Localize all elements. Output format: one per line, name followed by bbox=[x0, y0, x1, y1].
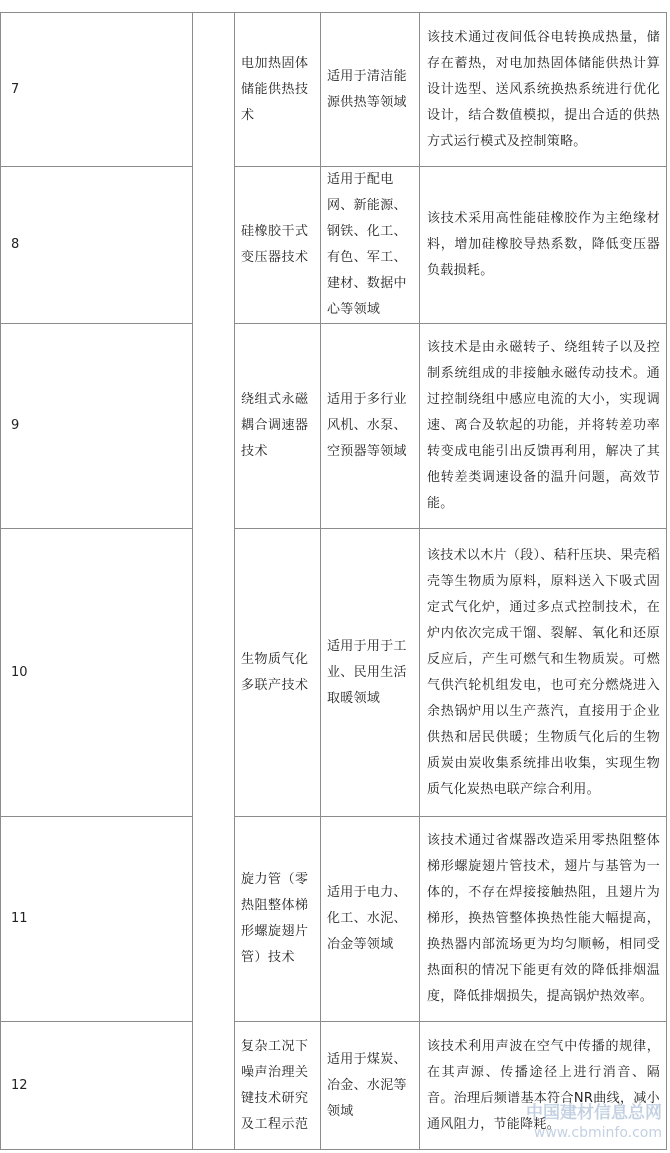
technology-name: 绕组式永磁耦合调速器技术 bbox=[235, 324, 321, 529]
table-row bbox=[1, 167, 667, 324]
table-row bbox=[1, 1022, 667, 1150]
technology-description: 该技术通过夜间低谷电转换成热量，储存在蓄热，对电加热固体储能供热计算设计选型、送风系统换热系统进行优化设计，结合数值模拟，提出合适的供热方式运行模式及控制策略。 bbox=[420, 13, 667, 167]
table-row bbox=[1, 529, 667, 817]
application-scope: 适用于配电网、新能源、钢铁、化工、有色、军工、建材、数据中心等领域 bbox=[321, 167, 420, 324]
technology-name: 生物质气化多联产技术 bbox=[235, 529, 321, 817]
table-row bbox=[1, 817, 667, 1022]
technology-description: 该技术以木片（段）、秸秆压块、果壳稻壳等生物质为原料，原料送入下吸式固定式气化炉，通过多点式控制技术，在炉内依次完成干馏、裂解、氧化和还原反应后，产生可燃气和生物质炭。可燃气供汽轮机组发电，也可充分燃烧进入余热锅炉用以生产蒸汽，直接用于企业供热和居民供暖；生物质气化后的生物质炭由炭收集系统排出收集，实现生物质气化炭热电联产综合利用。 bbox=[420, 529, 667, 817]
technology-description: 该技术是由永磁转子、绕组转子以及控制系统组成的非接触永磁传动技术。通过控制绕组中感应电流的大小，实现调速、离合及软起的功能，并将转差功率转变成电能引出反馈再利用，解决了其他转差类调速设备的温升问题，高效节能。 bbox=[420, 324, 667, 529]
technology-name: 旋力管（零热阻整体梯形螺旋翅片管）技术 bbox=[235, 817, 321, 1022]
technology-name: 电加热固体储能供热技术 bbox=[235, 13, 321, 167]
technology-name: 硅橡胶干式变压器技术 bbox=[235, 167, 321, 324]
technology-description: 该技术通过省煤器改造采用零热阻整体梯形螺旋翅片管技术，翅片与基管为一体的，不存在焊接接触热阻，且翅片为梯形，换热管整体换热性能大幅提高，换热器内部流场更为均匀顺畅，相同受热面积的情况下能更有效的降低排烟温度，降低排烟损失，提高锅炉热效率。 bbox=[420, 817, 667, 1022]
row-number: 9 bbox=[1, 324, 193, 529]
application-scope: 适用于清洁能源供热等领域 bbox=[321, 13, 420, 167]
row-number: 7 bbox=[1, 13, 193, 167]
technology-description: 该技术采用高性能硅橡胶作为主绝缘材料，增加硅橡胶导热系数，降低变压器负载损耗。 bbox=[420, 167, 667, 324]
row-number: 12 bbox=[1, 1022, 193, 1150]
table-row bbox=[1, 324, 667, 529]
row-number: 10 bbox=[1, 529, 193, 817]
table-row bbox=[1, 13, 667, 167]
technology-table bbox=[0, 12, 667, 1150]
application-scope: 适用于电力、化工、水泥、冶金等领域 bbox=[321, 817, 420, 1022]
watermark-url: www.cbminfo.com bbox=[533, 1125, 662, 1141]
application-scope: 适用于多行业风机、水泵、空预器等领域 bbox=[321, 324, 420, 529]
application-scope: 适用于用于工业、民用生活取暖领域 bbox=[321, 529, 420, 817]
technology-description: 该技术利用声波在空气中传播的规律，在其声源、传播途径上进行消音、隔音。治理后频谱基本符合NR曲线，减小通风阻力，节能降耗。 bbox=[420, 1022, 667, 1150]
row-number: 11 bbox=[1, 817, 193, 1022]
technology-name: 复杂工况下噪声治理关键技术研究及工程示范 bbox=[235, 1022, 321, 1150]
watermark-site-name: 中国建材信息总网 bbox=[526, 1103, 662, 1123]
category-cell bbox=[193, 13, 235, 1150]
application-scope: 适用于煤炭、冶金、水泥等领域 bbox=[321, 1022, 420, 1150]
row-number: 8 bbox=[1, 167, 193, 324]
